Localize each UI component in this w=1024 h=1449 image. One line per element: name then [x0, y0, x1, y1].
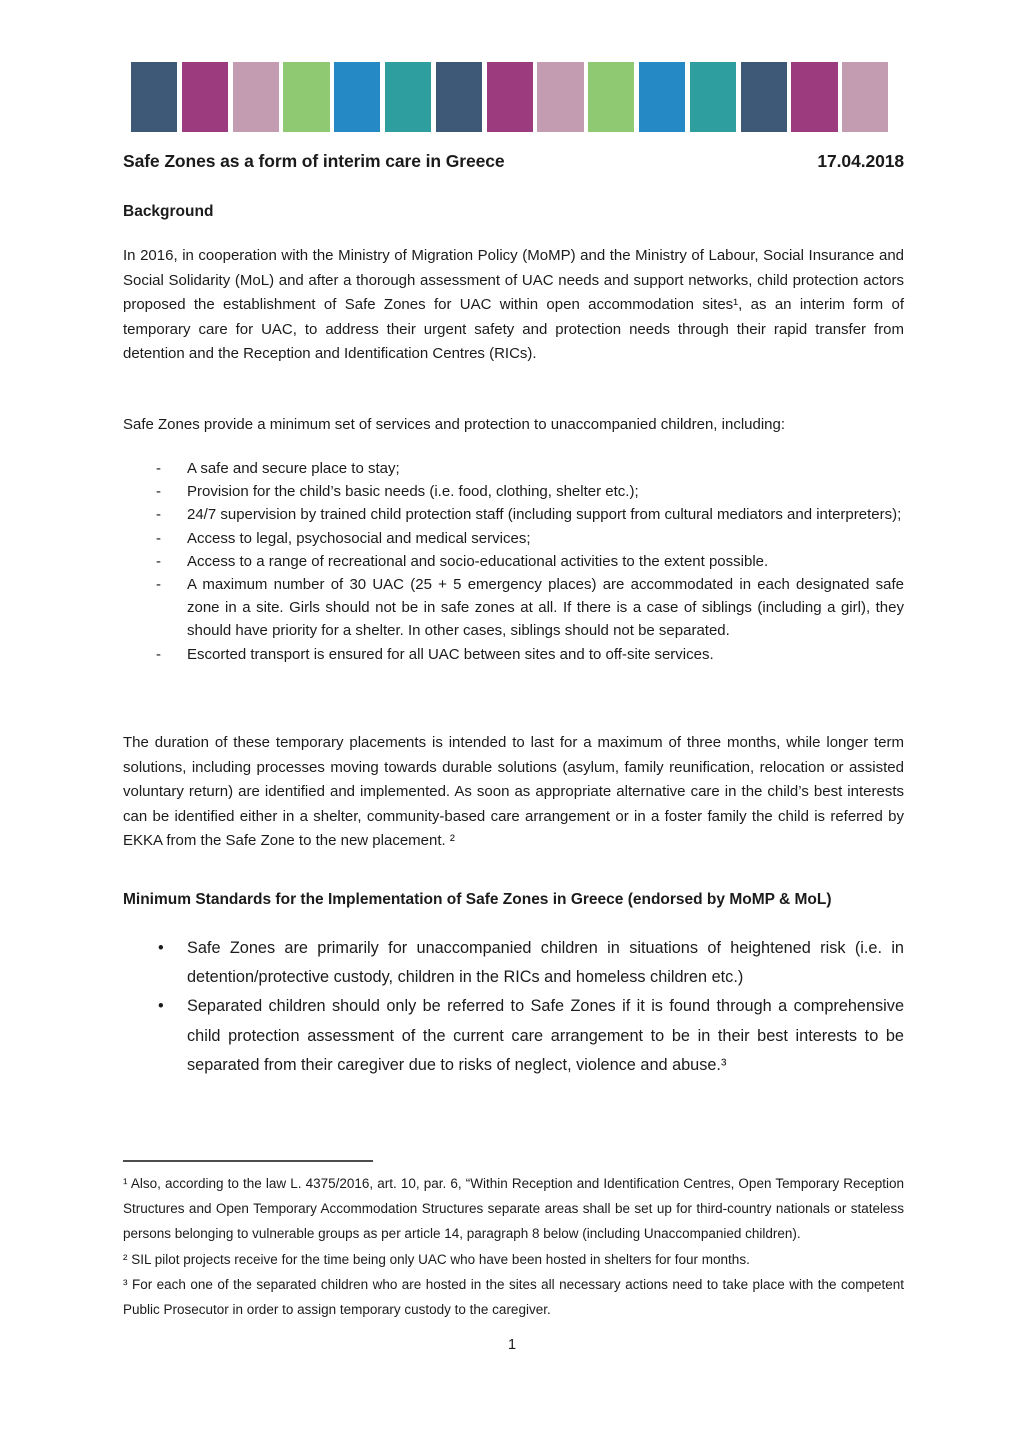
list-item: - Access to a range of recreational and socio-educational activities to the extent possible.	[123, 550, 904, 573]
document-title: Safe Zones as a form of interim care in Greece	[123, 151, 505, 171]
band-square	[283, 62, 329, 132]
band-square	[131, 62, 177, 132]
footnote: ² SIL pilot projects receive for the time being only UAC who have been hosted in shelters for four months.	[123, 1251, 750, 1267]
paragraph-duration: The duration of these temporary placements is intended to last for a maximum of three months, while longer term solutions, including processes moving towards durable solutions (asylum, family reunification, relocation or assisted voluntary return) are identified and implemented. As soon as appropriate alternative care in the child’s best interests can be identified either in a shelter, community-based care arrangement or in a foster family the child is referred by EKKA from the Safe Zone to the new placement. ²	[123, 734, 904, 850]
footnote: ³ For each one of the separated children who are hosted in the sites all necessary actions need to take place with the competent Public Prosecutor in order to assign temporary custody to the caregiver.	[123, 1276, 904, 1318]
document-date: 17.04.2018	[817, 151, 904, 171]
footnote: ¹ Also, according to the law L. 4375/2016, art. 10, par. 6, “Within Reception and Identification Centres, Open Temporary Reception Structures and Open Temporary Accommodation Structures separate areas shall be set up for third-country nationals or stateless persons belonging to vulnerable groups as per article 14, paragraph 8 below (including Unaccompanied children).	[123, 1176, 904, 1242]
services-list	[123, 457, 904, 666]
footnote-separator	[123, 1160, 373, 1162]
title-row	[123, 151, 904, 172]
band-square	[182, 62, 228, 132]
list-item: - 24/7 supervision by trained child protection staff (including support from cultural mediators and interpreters);	[123, 503, 904, 526]
paragraph-intro: In 2016, in cooperation with the Ministry of Migration Policy (MoMP) and the Ministry of Labour, Social Insurance and Social Solidarity (MoL) and after a thorough assessment of UAC needs and support networks, child protection actors proposed the establishment of Safe Zones for UAC within open accommodation sites¹, as an interim form of temporary care for UAC, to address their urgent safety and protection needs through their rapid transfer from detention and the Reception and Identification Centres (RICs).	[123, 247, 904, 363]
page-number: 1	[507, 1337, 517, 1353]
list-item: - Escorted transport is ensured for all UAC between sites and to off-site services.	[123, 643, 904, 666]
list-item: • Separated children should only be referred to Safe Zones if it is found through a comprehensive child protection assessment of the current care arrangement to be in their best interests to be separated from their caregiver due to risks of neglect, violence and abuse.³	[123, 992, 904, 1080]
band-square	[334, 62, 380, 132]
list-item: - A maximum number of 30 UAC (25 + 5 emergency places) are accommodated in each designated safe zone in a site. Girls should not be in safe zones at all. If there is a case of siblings (including a girl), they should have priority for a shelter. In other cases, siblings should not be separated.	[123, 573, 904, 643]
band-square	[741, 62, 787, 132]
band-square	[487, 62, 533, 132]
band-square	[233, 62, 279, 132]
list-item: • Safe Zones are primarily for unaccompanied children in situations of heightened risk (i.e. in detention/protective custody, children in the RICs and homeless children etc.)	[123, 934, 904, 992]
paragraph-services-intro: Safe Zones provide a minimum set of services and protection to unaccompanied children, including:	[123, 416, 786, 433]
band-square	[639, 62, 685, 132]
footnotes-section	[123, 1160, 904, 1322]
band-square	[537, 62, 583, 132]
list-item: - A safe and secure place to stay;	[123, 457, 904, 480]
section-heading-standards: Minimum Standards for the Implementation of Safe Zones in Greece (endorsed by MoMP & MoL)	[123, 891, 832, 908]
band-square	[385, 62, 431, 132]
top-band	[131, 62, 888, 132]
band-square	[791, 62, 837, 132]
band-square	[436, 62, 482, 132]
standards-list	[123, 934, 904, 1080]
section-heading-background: Background	[123, 203, 214, 220]
list-item: - Access to legal, psychosocial and medical services;	[123, 527, 904, 550]
list-item: - Provision for the child’s basic needs (i.e. food, clothing, shelter etc.);	[123, 480, 904, 503]
band-square	[690, 62, 736, 132]
band-square	[842, 62, 888, 132]
band-square	[588, 62, 634, 132]
